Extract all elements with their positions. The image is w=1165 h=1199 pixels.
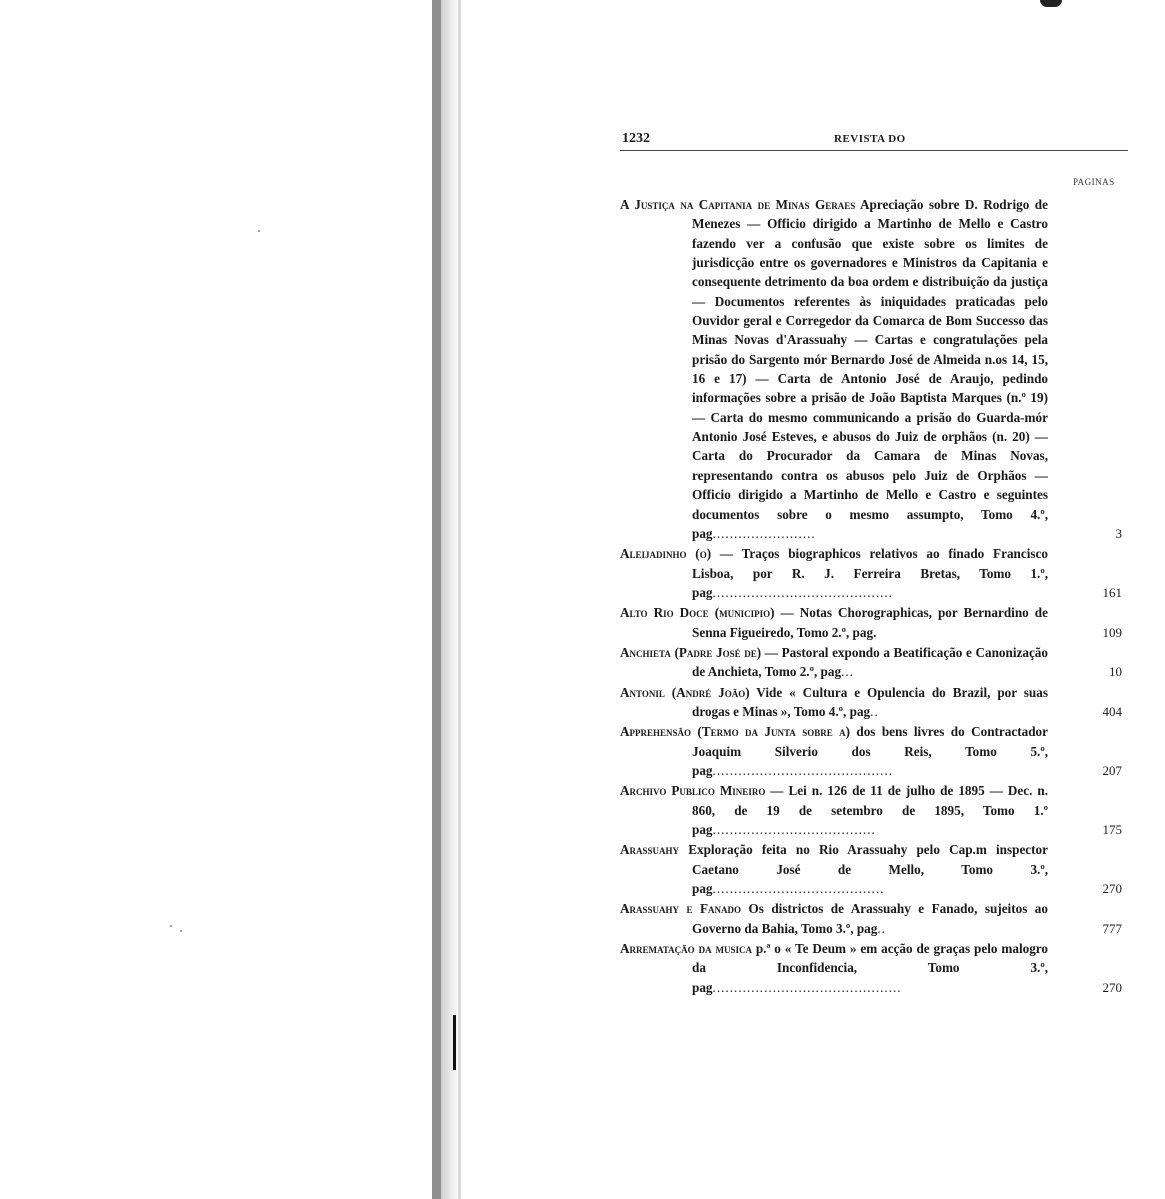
entry-leader-dots: ........................ <box>712 525 816 541</box>
entry-leader-dots: ............................................ <box>712 979 902 995</box>
paper-speck <box>170 925 172 927</box>
entry-text: Vide « Cultura e Opulencia do Brazil, por suas drogas e Minas », Tomo 4.º, pag <box>692 684 1048 719</box>
entry-heading: Aleijadinho (o) <box>620 546 712 562</box>
entry-heading: A Justiça na Capitania de Minas Geraes <box>620 197 856 212</box>
index-entry <box>620 840 1128 898</box>
margin-ink-mark <box>453 1015 456 1070</box>
entry-heading: Anchieta (Padre José de) <box>620 644 762 660</box>
index-entry <box>620 643 1128 682</box>
entry-page-number: 404 <box>1102 703 1122 719</box>
column-label-paginas: PAGINAS <box>1073 177 1115 187</box>
entry-page-number: 109 <box>1102 624 1122 640</box>
entry-heading: Apprehensão (Termo da Junta sobre a) <box>620 724 850 740</box>
entry-leader-dots: .......................................... <box>712 762 893 778</box>
index-entry <box>620 939 1128 997</box>
entry-leader-dots: ... <box>841 664 854 680</box>
entry-page-number: 207 <box>1102 762 1122 778</box>
entry-text: — Notas Chorographicas, por Bernardino de Senna Figueiredo, Tomo 2.º, pag. <box>692 605 1048 640</box>
entry-leader-dots: .. <box>870 703 879 719</box>
index-entry <box>620 683 1128 722</box>
index-entry <box>620 195 1128 543</box>
entry-heading: Alto Rio Doce (municipio) <box>620 605 775 621</box>
index-entry <box>620 603 1128 642</box>
index-entry <box>620 722 1128 780</box>
header-rule <box>620 150 1128 151</box>
entry-text: — Traços biographicos relativos ao finado Francisco Lisboa, por R. J. Ferreira Bretas, Tomo 1.º, pag <box>692 546 1048 600</box>
book-spine-shadow <box>432 0 441 1199</box>
entry-text: Apreciação sobre D. Rodrigo de Menezes — Officio dirigido a Martinho de Mello e Castro fazendo ver a confusão que existe sobre os limites de jurisdicção entre os governadores e Ministros da Capitania e consequente detrimento da boa ordem e distribuição da justiça — Documentos referentes às iniquidades praticadas pelo Ouvidor geral e Corregedor da Comarca de Bom Successo das Minas Novas d'Arassuahy — Cartas e congratulações pela prisão do Sargento mór Bernardo José de Almeida n.os 14, 15, 16 e 17) — Carta de Antonio José de Araujo, pedindo informações sobre a prisão de João Baptista Marques (n.º 19) — Carta do mesmo communicando a prisão do Guarda-mór Antonio José Esteves, e abusos do Juiz de orphãos (n. 20) — Carta do Procurador da Camara de Minas Novas, representando contra os abusos pelo Juiz de Orphãos — Officio dirigido a Martinho de Mello e Castro e seguintes documentos sobre o mesmo assumpto, Tomo 4.º, pag <box>692 197 1048 541</box>
entry-heading: Arrematação da musica <box>620 941 752 957</box>
entry-leader-dots: .. <box>877 920 886 936</box>
entry-heading: Arassuahy e Fanado <box>620 901 742 917</box>
entry-page-number: 161 <box>1102 584 1122 600</box>
index-entry <box>620 899 1128 938</box>
entry-text: — Pastoral expondo a Beatificação e Canonização de Anchieta, Tomo 2.º, pag <box>692 644 1048 680</box>
entry-heading: Antonil (André João) <box>620 684 750 700</box>
running-title: REVISTA DO <box>834 133 906 145</box>
index-list <box>620 195 1128 998</box>
entry-leader-dots: .......................................... <box>712 584 893 600</box>
entry-page-number: 175 <box>1102 822 1122 837</box>
entry-page-number: 777 <box>1102 920 1122 936</box>
book-spine-edge <box>458 0 461 1199</box>
index-entry <box>620 544 1128 602</box>
entry-leader-dots: ...................................... <box>712 822 876 837</box>
entry-page-number: 3 <box>1115 525 1122 541</box>
paper-speck <box>258 230 260 232</box>
page-number: 1232 <box>622 131 650 146</box>
entry-page-number: 10 <box>1109 664 1122 680</box>
page-header <box>622 131 1128 149</box>
entry-text: Exploração feita no Rio Arassuahy pelo Cap.m inspector Caetano José de Mello, Tomo 3.º, pag <box>679 842 1048 897</box>
top-ink-mark <box>1040 0 1062 7</box>
entry-text: — Lei n. 126 de 11 de julho de 1895 — Dec. n. 860, de 19 de setembro de 1895, Tomo 1.º pag <box>692 783 1048 837</box>
entry-text: Os districtos de Arassuahy e Fanado, sujeitos ao Governo da Bahia, Tomo 3.º, pag <box>692 901 1048 936</box>
entry-heading: Archivo Publico Mineiro <box>620 783 766 799</box>
entry-text: p.ª o « Te Deum » em acção de graças pelo malogro da Inconfidencia, Tomo 3.º, pag <box>692 941 1048 995</box>
entry-text: dos bens livres do Contractador Joaquim Silverio dos Reis, Tomo 5.º, pag <box>692 724 1048 778</box>
entry-page-number: 270 <box>1102 979 1122 995</box>
paper-speck <box>180 930 182 932</box>
entry-heading: Arassuahy <box>620 842 680 858</box>
entry-leader-dots: ........................................ <box>712 881 885 897</box>
entry-page-number: 270 <box>1102 881 1122 897</box>
index-entry <box>620 781 1128 839</box>
